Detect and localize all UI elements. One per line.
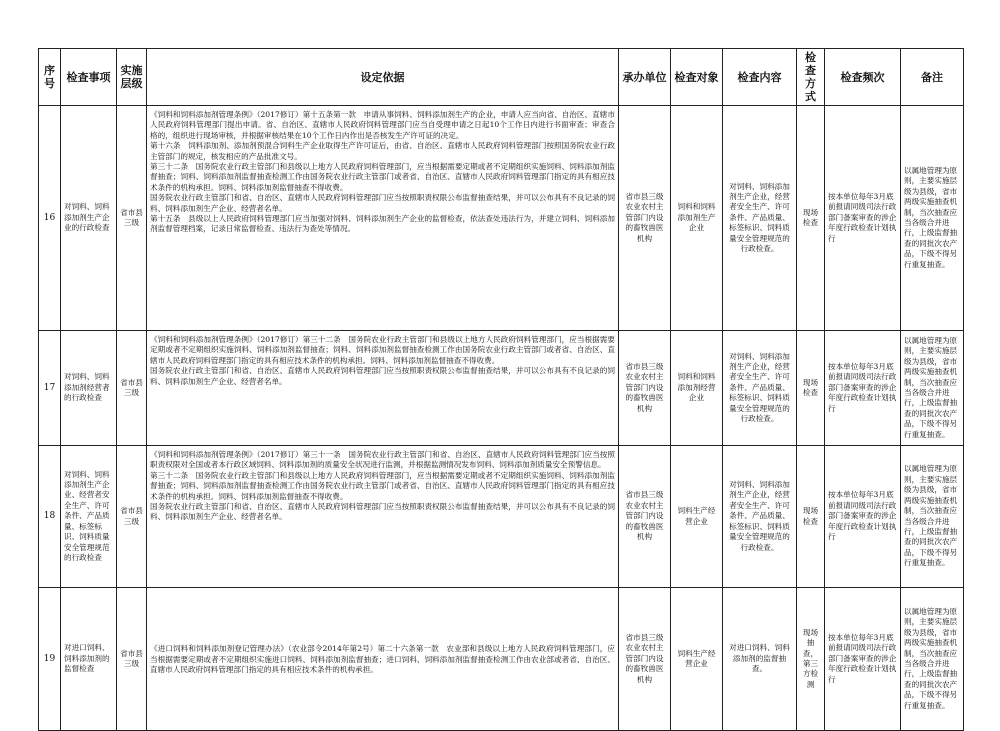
cell-content: 对饲料、饲料添加剂生产企业，经营者安全生产、许可条件、产品质量、标签标识、饲料质量安全管理规范的行政检查。: [723, 331, 797, 446]
basis-paragraph: 第三十二条 国务院农业行政主管部门和县级以上地方人民政府饲料管理部门，应当根据需要定期或者不定期组织实施饲料、饲料添加剂监督抽查；饲料、饲料添加剂监督抽查检测工作由国务院农业行政主管部门或者省、自治区、直辖市人民政府饲料管理部门指定的具有相应技术条件的机构承担。饲料、饲料添加剂监督抽查不得收费。: [150, 470, 615, 501]
basis-paragraph: 国务院农业行政主管部门和省、自治区、直辖市人民政府饲料管理部门应当按照职责权限公布监督抽查结果，并可以公布具有不良记录的饲料、饲料添加剂生产企业、经营者名单。: [150, 193, 615, 213]
cell-seq: 16: [39, 106, 61, 331]
basis-paragraph: 第十六条 饲料添加剂、添加剂预混合饲料生产企业取得生产许可证后，由省、自治区、直辖市人民政府饲料管理部门按照国务院农业行政主管部门的规定，核发相应的产品批准文号。: [150, 141, 615, 161]
table-row: [39, 588, 964, 731]
header-method: 检查方式: [797, 49, 825, 106]
cell-remark: 以属地管理为原则，主要实施层级为县级，省市两级实施抽查机制，当次抽查应当各级合并进行，上级监督抽查的同批次农产品，下级不得另行重复抽查。: [901, 106, 964, 331]
cell-method: 现场检查: [797, 106, 825, 331]
cell-unit: 省市县三级农业农村主管部门内设的畜牧兽医机构: [619, 588, 671, 731]
basis-paragraph: 第十五条 县级以上人民政府饲料管理部门应当加强对饲料、饲料添加剂生产企业的监督检查，依法查处违法行为，并建立饲料、饲料添加剂监督管理档案，记录日常监督检查、违法行为查处等情况。: [150, 214, 615, 234]
cell-remark: 以属地管理为原则，主要实施层级为县级，省市两级实施抽查机制，当次抽查应当各级合并进行，上级监督抽查的同批次农产品，下级不得另行重复抽查。: [901, 588, 964, 731]
header-object: 检查对象: [671, 49, 723, 106]
cell-method: 现场检查: [797, 446, 825, 588]
table-row: [39, 446, 964, 588]
header-unit: 承办单位: [619, 49, 671, 106]
cell-frequency: 按本单位每年3月底前报请同级司法行政部门备案审查的涉企年度行政检查计划执行: [825, 331, 901, 446]
basis-paragraph: 国务院农业行政主管部门和省、自治区、直辖市人民政府饲料管理部门应当按照职责权限公布监督抽查结果，并可以公布具有不良记录的饲料、饲料添加剂生产企业、经营者名单。: [150, 502, 615, 522]
inspection-table: [38, 48, 964, 731]
basis-paragraph: 第三十二条 国务院农业行政主管部门和县级以上地方人民政府饲料管理部门，应当根据需要定期或者不定期组织实施饲料、饲料添加剂监督抽查；饲料、饲料添加剂监督抽查检测工作由国务院农业行政主管部门或者省、自治区、直辖市人民政府饲料管理部门指定的具有相应技术条件的机构承担。饲料、饲料添加剂监督抽查不得收费。: [150, 162, 615, 192]
cell-object: 饲料和饲料添加剂经营企业: [671, 331, 723, 446]
header-level: 实施层级: [117, 49, 147, 106]
cell-item: 对饲料、饲料添加剂生产企业、经营者安全生产、许可条件、产品质量、标签标识、饲料质量安全管理规范的行政检查: [61, 446, 117, 588]
cell-seq: 17: [39, 331, 61, 446]
header-content: 检查内容: [723, 49, 797, 106]
cell-item: 对饲料、饲料添加剂经营者的行政检查: [61, 331, 117, 446]
table-row: [39, 331, 964, 446]
header-item: 检查事项: [61, 49, 117, 106]
basis-paragraph: 国务院农业行政主管部门和省、自治区、直辖市人民政府饲料管理部门应当按照职责权限公布监督抽查结果，并可以公布具有不良记录的饲料、饲料添加剂生产企业、经营者名单。: [150, 366, 615, 386]
cell-method: 现场检查: [797, 331, 825, 446]
basis-paragraph: 《饲料和饲料添加剂管理条例》（2017修订）第三十一条 国务院农业行政主管部门和省、自治区、直辖市人民政府饲料管理部门应当按照职责权限对全国或者本行政区域饲料、饲料添加剂的质量安全状况进行监测，并根据监测情况发布饲料、饲料添加剂质量安全预警信息。: [150, 450, 615, 470]
cell-remark: 以属地管理为原则，主要实施层级为县级，省市两级实施抽查机制，当次抽查应当各级合并进行，上级监督抽查的同批次农产品，下级不得另行重复抽查。: [901, 331, 964, 446]
cell-frequency: 按本单位每年3月底前报请同级司法行政部门备案审查的涉企年度行政检查计划执行: [825, 446, 901, 588]
basis-paragraph: 《饲料和饲料添加剂管理条例》（2017修订）第三十二条 国务院农业行政主管部门和县级以上地方人民政府饲料管理部门，应当根据需要定期或者不定期组织实施饲料、饲料添加剂监督抽查；饲料、饲料添加剂监督抽查检测工作由国务院农业行政主管部门或者省、自治区、直辖市人民政府饲料管理部门指定的具有相应技术条件的机构承担。饲料、饲料添加剂监督抽查不得收费。: [150, 335, 615, 365]
cell-content: 对进口饲料、饲料添加剂的监督抽查。: [723, 588, 797, 731]
header-seq: 序号: [39, 49, 61, 106]
cell-item: 对饲料、饲料添加剂生产企业的行政检查: [61, 106, 117, 331]
cell-frequency: 按本单位每年3月底前报请同级司法行政部门备案审查的涉企年度行政检查计划执行: [825, 106, 901, 331]
basis-paragraph: 《饲料和饲料添加剂管理条例》（2017修订）第十五条第一款 申请从事饲料、饲料添加剂生产的企业，申请人应当向省、自治区、直辖市人民政府饲料管理部门提出申请。省、自治区、直辖市人民政府饲料管理部门应当自受理申请之日起10个工作日内进行书面审查；审查合格的，组织进行现场审核，并根据审核结果在10个工作日内作出是否核发生产许可证的决定。: [150, 110, 615, 140]
cell-level: 省市县三级: [117, 106, 147, 331]
cell-object: 饲料和饲料添加剂生产企业: [671, 106, 723, 331]
cell-basis: [147, 106, 619, 331]
header-row: [39, 49, 964, 106]
cell-seq: 19: [39, 588, 61, 731]
basis-paragraph: 《进口饲料和饲料添加剂登记管理办法》（农业部令2014年第2号）第二十六条第一款 农业部和县级以上地方人民政府饲料管理部门，应当根据需要定期或者不定期组织实施进口饲料、饲料添加剂监督抽查；进口饲料、饲料添加剂监督抽查检测工作由农业部或者省、自治区、直辖市人民政府饲料管理部门指定的具有相应技术条件的机构承担。: [150, 644, 615, 675]
inspection-table-page: [38, 48, 963, 731]
cell-basis: [147, 588, 619, 731]
cell-frequency: 按本单位每年3月底前报请同级司法行政部门备案审查的涉企年度行政检查计划执行: [825, 588, 901, 731]
cell-seq: 18: [39, 446, 61, 588]
header-remark: 备注: [901, 49, 964, 106]
cell-level: 省市县三级: [117, 446, 147, 588]
cell-basis: [147, 446, 619, 588]
cell-item: 对进口饲料、饲料添加剂的监督检查: [61, 588, 117, 731]
cell-unit: 省市县三级农业农村主管部门内设的畜牧兽医机构: [619, 106, 671, 331]
cell-level: 省市县三级: [117, 331, 147, 446]
cell-object: 饲料生产经营企业: [671, 588, 723, 731]
cell-method: 现场抽查，第三方检测: [797, 588, 825, 731]
cell-content: 对饲料、饲料添加剂生产企业，经营者安全生产、许可条件、产品质量、标签标识、饲料质量安全管理规范的行政检查。: [723, 446, 797, 588]
table-row: [39, 106, 964, 331]
cell-level: 省市县三级: [117, 588, 147, 731]
cell-basis: [147, 331, 619, 446]
cell-unit: 省市县三级农业农村主管部门内设的畜牧兽医机构: [619, 446, 671, 588]
header-basis: 设定依据: [147, 49, 619, 106]
cell-object: 饲料生产经营企业: [671, 446, 723, 588]
header-frequency: 检查频次: [825, 49, 901, 106]
cell-unit: 省市县三级农业农村主管部门内设的畜牧兽医机构: [619, 331, 671, 446]
cell-content: 对饲料、饲料添加剂生产企业，经营者安全生产、许可条件、产品质量、标签标识、饲料质量安全管理规范的行政检查。: [723, 106, 797, 331]
cell-remark: 以属地管理为原则，主要实施层级为县级，省市两级实施抽查机制，当次抽查应当各级合并进行，上级监督抽查的同批次农产品，下级不得另行重复抽查。: [901, 446, 964, 588]
